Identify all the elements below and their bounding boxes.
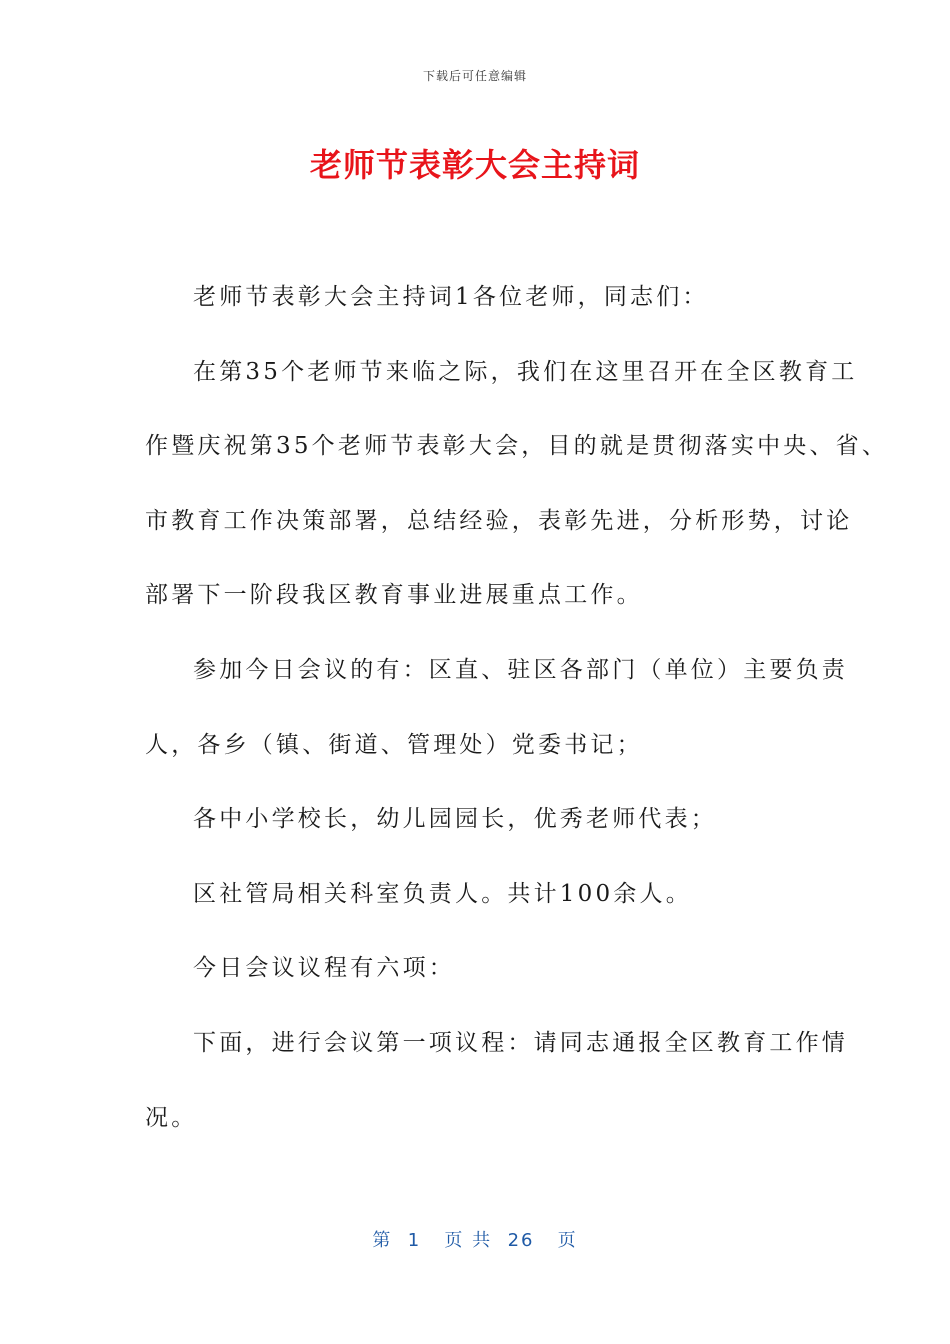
body-line: 况。 [145, 1104, 198, 1131]
page-number-footer: 第 1 页 共 26 页 [372, 1230, 578, 1251]
body-line: 老师节表彰大会主持词1各位老师，同志们： [193, 284, 709, 310]
body-line: 人，各乡（镇、街道、管理处）党委书记； [145, 731, 643, 758]
header-note: 下载后可任意编辑 [422, 69, 527, 83]
body-line: 作暨庆祝第35个老师节表彰大会，目的就是贯彻落实中央、省、 [145, 433, 889, 460]
body-line: 参加今日会议的有：区直、驻区各部门（单位）主要负责 [193, 656, 848, 683]
body-line: 各中小学校长，幼儿园园长，优秀老师代表； [193, 806, 717, 833]
body-line: 下面，进行会议第一项议程：请同志通报全区教育工作情 [193, 1029, 848, 1056]
page-title: 老师节表彰大会主持词 [309, 146, 640, 184]
document-body [145, 272, 889, 1167]
body-line: 区社管局相关科室负责人。共计100余人。 [193, 880, 692, 907]
body-line: 市教育工作决策部署，总结经验，表彰先进，分析形势，讨论 [145, 507, 853, 534]
body-line: 部署下一阶段我区教育事业进展重点工作。 [145, 582, 643, 609]
body-line: 在第35个老师节来临之际，我们在这里召开在全区教育工 [193, 358, 858, 385]
body-line: 今日会议议程有六项： [193, 955, 455, 982]
